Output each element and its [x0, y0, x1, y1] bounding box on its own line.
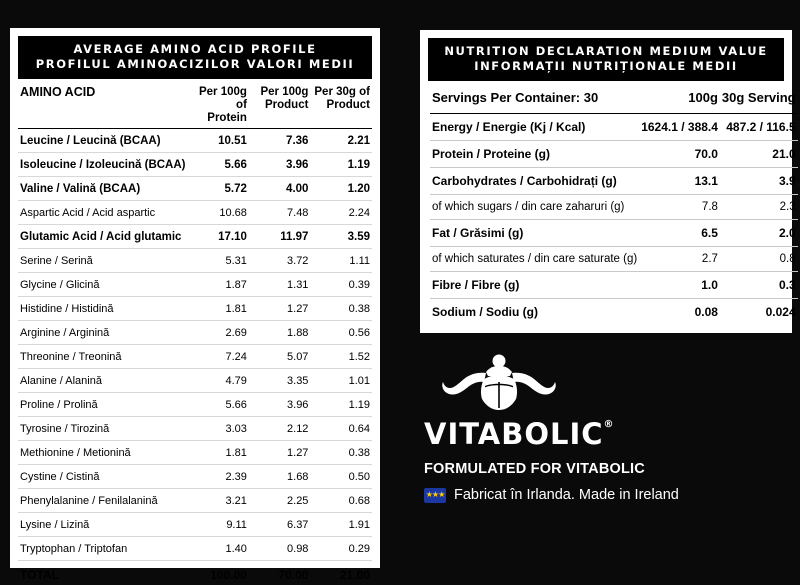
amino-value-cell: 3.35	[249, 369, 311, 393]
amino-value-cell: 4.79	[188, 369, 249, 393]
amino-col-per30g-product-l1: Per 30g of	[314, 86, 370, 98]
amino-value-cell: 1.01	[310, 369, 372, 393]
origin-text: Fabricat în Irlanda. Made in Ireland	[454, 487, 679, 503]
nutrient-value-cell: 3.9	[720, 168, 798, 195]
table-row	[18, 489, 372, 513]
amino-total-row	[18, 561, 372, 585]
amino-value-cell: 0.38	[310, 441, 372, 465]
amino-value-cell: 3.96	[249, 393, 311, 417]
amino-name-cell: Serine / Serină	[18, 249, 188, 273]
amino-value-cell: 1.20	[310, 177, 372, 201]
table-row	[430, 168, 798, 195]
origin-row	[424, 487, 792, 503]
table-row	[18, 465, 372, 489]
amino-total-value: 21.00	[310, 561, 372, 585]
amino-value-cell: 2.39	[188, 465, 249, 489]
table-row	[18, 297, 372, 321]
brand-wordmark-part2: OLIC	[524, 417, 604, 451]
amino-value-cell: 6.37	[249, 513, 311, 537]
nutrition-table	[430, 81, 798, 325]
amino-value-cell: 5.31	[188, 249, 249, 273]
table-row	[18, 201, 372, 225]
table-row	[18, 225, 372, 249]
amino-value-cell: 3.21	[188, 489, 249, 513]
table-row	[430, 299, 798, 326]
nutrient-value-cell: 1.0	[639, 272, 720, 299]
amino-name-cell: Cystine / Cistină	[18, 465, 188, 489]
amino-value-cell: 1.91	[310, 513, 372, 537]
nutrient-name-cell: Energy / Energie (Kj / Kcal)	[430, 114, 639, 141]
amino-col-name: AMINO ACID	[18, 79, 188, 129]
amino-value-cell: 11.97	[249, 225, 311, 249]
amino-total-label: TOTAL	[18, 561, 188, 585]
nutrition-panel	[420, 30, 796, 333]
amino-table-header-row	[18, 79, 372, 129]
amino-value-cell: 1.81	[188, 297, 249, 321]
amino-name-cell: Tyrosine / Tirozină	[18, 417, 188, 441]
amino-col-per30g-product	[310, 79, 372, 129]
amino-value-cell: 2.12	[249, 417, 311, 441]
amino-name-cell: Threonine / Treonină	[18, 345, 188, 369]
nutrient-value-cell: 487.2 / 116.5	[720, 114, 798, 141]
amino-col-per30g-product-l2: Product	[326, 99, 370, 111]
amino-value-cell: 5.72	[188, 177, 249, 201]
amino-name-cell: Leucine / Leucină (BCAA)	[18, 129, 188, 153]
amino-value-cell: 3.03	[188, 417, 249, 441]
nutrient-value-cell: 70.0	[639, 141, 720, 168]
registered-trademark-mark: ®	[603, 419, 615, 430]
brand-wordmark	[424, 419, 792, 449]
amino-name-cell: Valine / Valină (BCAA)	[18, 177, 188, 201]
servings-row	[430, 81, 798, 114]
table-row	[430, 141, 798, 168]
amino-acid-table	[18, 79, 372, 585]
vitabolic-figure-icon	[424, 352, 792, 419]
amino-value-cell: 0.50	[310, 465, 372, 489]
amino-value-cell: 0.56	[310, 321, 372, 345]
nutrient-value-cell: 2.3	[720, 195, 798, 220]
amino-name-cell: Histidine / Histidină	[18, 297, 188, 321]
amino-name-cell: Phenylalanine / Fenilalanină	[18, 489, 188, 513]
amino-value-cell: 3.72	[249, 249, 311, 273]
amino-value-cell: 1.11	[310, 249, 372, 273]
amino-value-cell: 0.68	[310, 489, 372, 513]
nutrient-name-cell: Sodium / Sodiu (g)	[432, 305, 538, 319]
amino-col-per100g-protein	[188, 79, 249, 129]
amino-name-cell: Isoleucine / Izoleucină (BCAA)	[18, 153, 188, 177]
nutrient-name-cell: Carbohydrates / Carbohidrați (g)	[430, 168, 639, 195]
servings-col-100g: 100g	[639, 81, 720, 114]
amino-title-ro: PROFILUL AMINOACIZILOR VALORI MEDII	[35, 57, 355, 71]
nutrient-value-cell: 0.024	[765, 305, 796, 319]
table-row	[18, 153, 372, 177]
table-row	[18, 537, 372, 561]
amino-value-cell: 0.39	[310, 273, 372, 297]
nutrient-value-cell: 0.3	[720, 272, 798, 299]
table-row	[430, 220, 798, 247]
table-row	[430, 247, 798, 272]
table-row	[18, 177, 372, 201]
eu-flag-stars: ★★★	[425, 490, 445, 499]
amino-value-cell: 1.27	[249, 441, 311, 465]
amino-value-cell: 2.21	[310, 129, 372, 153]
amino-name-cell: Alanine / Alanină	[18, 369, 188, 393]
nutrient-value-cell: 2.7	[639, 247, 720, 272]
nutrient-value-cell: 13.1	[639, 168, 720, 195]
amino-value-cell: 7.48	[249, 201, 311, 225]
amino-name-cell: Tryptophan / Triptofan	[18, 537, 188, 561]
table-row	[18, 441, 372, 465]
amino-value-cell: 1.27	[249, 297, 311, 321]
brand-block	[420, 352, 792, 503]
amino-value-cell: 9.11	[188, 513, 249, 537]
amino-value-cell: 2.25	[249, 489, 311, 513]
amino-value-cell: 1.88	[249, 321, 311, 345]
table-row	[18, 345, 372, 369]
amino-name-cell: Lysine / Lizină	[18, 513, 188, 537]
nutrient-value-cell: 21.0	[720, 141, 798, 168]
nutrient-name-cell: Protein / Proteine (g)	[430, 141, 639, 168]
amino-col-per100g-protein-l1: Per 100g of	[198, 86, 247, 111]
servings-col-30g: 30g Serving	[720, 81, 798, 114]
nutrient-value-cell: 2.0	[720, 220, 798, 247]
amino-value-cell: 1.40	[188, 537, 249, 561]
table-row	[18, 273, 372, 297]
amino-value-cell: 3.96	[249, 153, 311, 177]
amino-value-cell: 0.38	[310, 297, 372, 321]
amino-value-cell: 7.24	[188, 345, 249, 369]
amino-title-en: AVERAGE AMINO ACID PROFILE	[73, 42, 317, 56]
amino-value-cell: 10.51	[188, 129, 249, 153]
amino-value-cell: 2.24	[310, 201, 372, 225]
amino-value-cell: 5.66	[188, 393, 249, 417]
amino-col-per100g-product	[249, 79, 311, 129]
nutrient-value-cell: 7.8	[639, 195, 720, 220]
table-row	[18, 369, 372, 393]
amino-value-cell: 10.68	[188, 201, 249, 225]
amino-value-cell: 1.52	[310, 345, 372, 369]
servings-label: Servings Per Container: 30	[430, 81, 639, 114]
amino-name-cell: Glycine / Glicină	[18, 273, 188, 297]
brand-wordmark-part1: VITAB	[424, 417, 525, 451]
amino-value-cell: 2.69	[188, 321, 249, 345]
table-row	[18, 513, 372, 537]
amino-name-cell: Methionine / Metionină	[18, 441, 188, 465]
table-row	[18, 249, 372, 273]
amino-name-cell: Glutamic Acid / Acid glutamic	[18, 225, 188, 249]
amino-acid-panel	[10, 28, 380, 582]
amino-acid-panel-header	[18, 36, 372, 79]
amino-col-per100g-protein-l2: Protein	[207, 112, 247, 124]
amino-value-cell: 1.31	[249, 273, 311, 297]
amino-name-cell: Arginine / Arginină	[18, 321, 188, 345]
amino-value-cell: 3.59	[310, 225, 372, 249]
nutrient-value-cell: 0.8	[720, 247, 798, 272]
amino-name-cell: Aspartic Acid / Acid aspartic	[18, 201, 188, 225]
amino-value-cell: 1.19	[310, 393, 372, 417]
amino-col-per100g-product-l1: Per 100g	[260, 86, 309, 98]
nutrient-name-cell: of which saturates / din care saturate (g)	[430, 247, 639, 272]
amino-value-cell: 0.98	[249, 537, 311, 561]
nutrient-name-cell: Fat / Grăsimi (g)	[430, 220, 639, 247]
nutrient-value-cell: 0.08	[694, 305, 718, 319]
nutrition-title-ro: INFORMAȚII NUTRIȚIONALE MEDII	[474, 59, 738, 73]
amino-total-value: 100.00	[188, 561, 249, 585]
amino-value-cell: 1.68	[249, 465, 311, 489]
eu-flag-icon	[424, 488, 446, 503]
brand-tagline: FORMULATED FOR VITABOLIC	[424, 461, 645, 477]
table-row	[430, 272, 798, 299]
nutrient-value-cell: 1624.1 / 388.4	[639, 114, 720, 141]
table-row	[18, 129, 372, 153]
table-row	[18, 321, 372, 345]
amino-value-cell: 1.19	[310, 153, 372, 177]
nutrient-name-cell: of which sugars / din care zaharuri (g)	[430, 195, 639, 220]
amino-value-cell: 1.81	[188, 441, 249, 465]
nutrient-value-cell: 6.5	[639, 220, 720, 247]
amino-value-cell: 5.66	[188, 153, 249, 177]
nutrition-panel-header	[428, 38, 784, 81]
nutrient-name-cell: Fibre / Fibre (g)	[430, 272, 639, 299]
amino-value-cell: 5.07	[249, 345, 311, 369]
amino-value-cell: 0.29	[310, 537, 372, 561]
table-row	[18, 417, 372, 441]
amino-value-cell: 4.00	[249, 177, 311, 201]
table-row	[430, 114, 798, 141]
amino-value-cell: 1.87	[188, 273, 249, 297]
nutrition-title-en: NUTRITION DECLARATION MEDIUM VALUE	[444, 44, 768, 58]
amino-col-per100g-product-l2: Product	[264, 99, 309, 111]
table-row	[18, 393, 372, 417]
amino-value-cell: 17.10	[188, 225, 249, 249]
amino-value-cell: 0.64	[310, 417, 372, 441]
table-row	[430, 195, 798, 220]
amino-total-value: 70.00	[249, 561, 311, 585]
amino-name-cell: Proline / Prolină	[18, 393, 188, 417]
amino-value-cell: 7.36	[249, 129, 311, 153]
